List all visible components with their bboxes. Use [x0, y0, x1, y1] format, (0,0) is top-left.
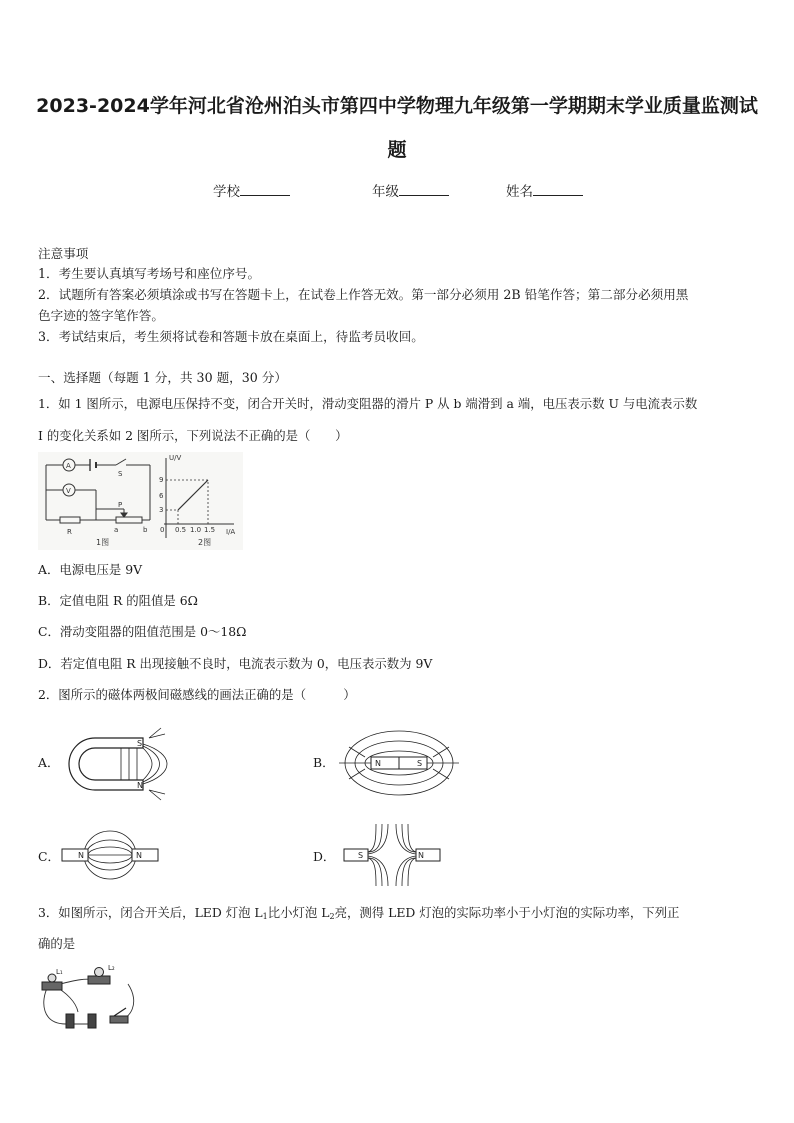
end-a-label: a	[114, 526, 119, 534]
school-blank[interactable]	[240, 183, 290, 196]
q2-option-a-letter[interactable]: A．	[38, 755, 60, 770]
q2-option-a-figure[interactable]	[65, 720, 185, 808]
y-tick: 3	[159, 506, 164, 514]
q3-sub1: 1	[262, 912, 268, 921]
notice-item: 1．考生要认真填写考场号和座位序号。	[38, 266, 261, 281]
notice-heading: 注意事项	[38, 246, 89, 261]
q1-stem-line-2: I 的变化关系如 2 图所示，下列说法不正确的是（ ）	[38, 428, 348, 443]
notice-item: 色字迹的签字笔作答。	[38, 308, 164, 323]
pole-label: S	[358, 851, 364, 860]
name-label: 姓名	[506, 184, 533, 200]
q3-stem-part1: 3．如图所示，闭合开关后，LED 灯泡 L	[38, 905, 263, 920]
q3-stem-part3: 亮，测得 LED 灯泡的实际功率小于小灯泡的实际功率，下列正	[334, 905, 680, 920]
resistor-label: R	[67, 528, 72, 536]
page-title	[30, 84, 764, 172]
q3-stem-line-2: 确的是	[38, 936, 76, 951]
q2-option-b-figure[interactable]	[335, 723, 463, 803]
pole-label: S	[417, 759, 423, 768]
x-tick: 0.5	[175, 526, 187, 534]
voltmeter-label: V	[66, 487, 71, 495]
x-axis-label: I/A	[226, 528, 236, 536]
q2-option-b-letter[interactable]: B．	[313, 755, 335, 770]
notice-item: 3．考试结束后，考生须将试卷和答题卡放在桌面上，待监考员收回。	[38, 329, 424, 344]
y-axis-label: U/V	[169, 454, 182, 462]
end-b-label: b	[143, 526, 148, 534]
title-line-1: 2023-2024学年河北省沧州泊头市第四中学物理九年级第一学期期末学业质量监测试	[36, 95, 758, 117]
grade-field[interactable]	[372, 180, 449, 200]
q1-option-a[interactable]: A．电源电压是 9V	[38, 562, 143, 577]
fig1-caption: 1图	[96, 538, 110, 547]
x-tick: 1.5	[204, 526, 216, 534]
q3-sub2: 2	[329, 912, 335, 921]
pole-label: N	[136, 851, 142, 860]
q2-option-d-letter[interactable]: D．	[313, 849, 336, 864]
title-line-2: 题	[387, 139, 407, 161]
notice-item: 2．试题所有答案必须填涂或书写在答题卡上，在试卷上作答无效。第一部分必须用 2B 铅笔作答；第二部分必须用黑	[38, 287, 689, 302]
origin-label: 0	[160, 526, 165, 534]
pole-label: S	[137, 739, 143, 748]
q1-figure-svg	[38, 452, 243, 550]
q3-figure	[36, 962, 148, 1037]
q1-option-d[interactable]: D．若定值电阻 R 出现接触不良时，电流表示数为 0，电压表示数为 9V	[38, 656, 433, 671]
l2-label: L₂	[108, 964, 115, 972]
pole-label: N	[418, 851, 424, 860]
name-blank[interactable]	[533, 183, 583, 196]
switch-label: S	[118, 470, 123, 478]
fig2-caption: 2图	[198, 538, 212, 547]
q1-stem-line-1: 1．如 1 图所示，电源电压保持不变，闭合开关时，滑动变阻器的滑片 P 从 b 端滑到 a 端，电压表示数 U 与电流表示数	[38, 396, 698, 411]
grade-label: 年级	[372, 184, 399, 200]
y-tick: 6	[159, 492, 164, 500]
pole-label: N	[78, 851, 84, 860]
q1-option-c[interactable]: C．滑动变阻器的阻值范围是 0～18Ω	[38, 624, 247, 639]
q2-option-d-figure[interactable]	[338, 822, 446, 888]
y-tick: 9	[159, 476, 164, 484]
grade-blank[interactable]	[399, 183, 449, 196]
name-field[interactable]	[506, 180, 583, 200]
q2-option-c-figure[interactable]	[60, 822, 160, 888]
slider-label: P	[118, 501, 123, 509]
pole-label: N	[137, 781, 143, 790]
q3-stem-line-1	[38, 903, 679, 927]
q2-stem: 2．图所示的磁体两极间磁感线的画法正确的是（ ）	[38, 687, 356, 702]
school-field[interactable]	[213, 180, 290, 200]
q1-figure	[38, 452, 243, 550]
x-tick: 1.0	[190, 526, 202, 534]
q3-stem-part2: 比小灯泡 L	[267, 905, 330, 920]
section-heading: 一、选择题（每题 1 分，共 30 题，30 分）	[38, 370, 287, 385]
q2-option-c-letter[interactable]: C．	[38, 849, 60, 864]
l1-label: L₁	[56, 968, 63, 976]
q1-option-b[interactable]: B．定值电阻 R 的阻值是 6Ω	[38, 593, 198, 608]
pole-label: N	[375, 759, 381, 768]
ammeter-label: A	[66, 462, 71, 470]
school-label: 学校	[213, 184, 240, 200]
